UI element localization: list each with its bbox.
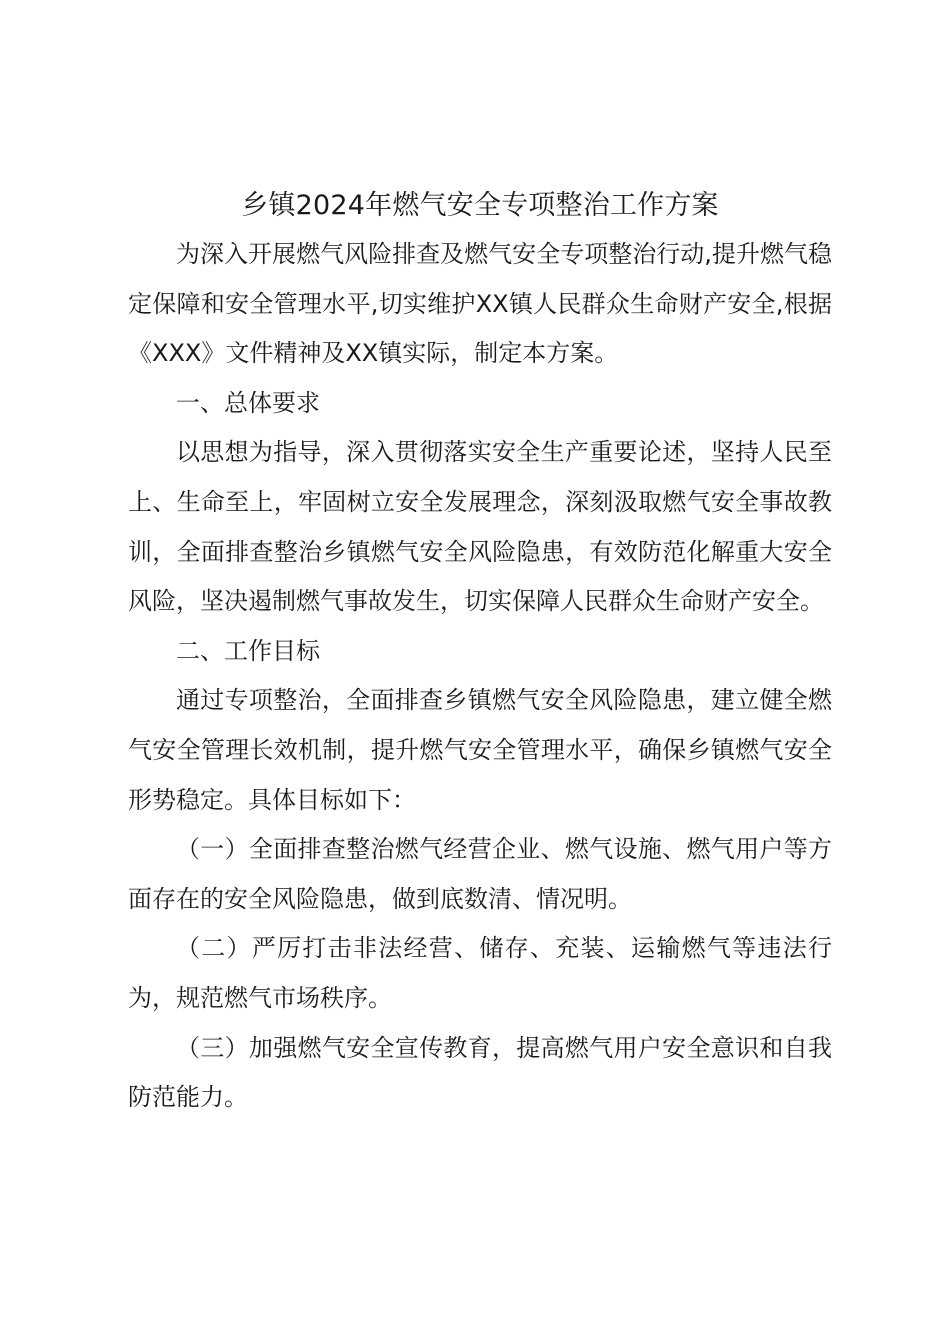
section-heading-general-requirements: 一、总体要求	[176, 388, 320, 417]
document-page	[128, 182, 832, 1123]
section-heading-work-goals: 二、工作目标	[176, 636, 320, 665]
goal-item-3: （三）加强燃气安全宣传教育，提高燃气用户安全意识和自我防范能力。	[128, 1033, 832, 1112]
document-title: 乡镇2024年燃气安全专项整治工作方案	[241, 190, 719, 221]
work-goals-paragraph: 通过专项整治，全面排查乡镇燃气安全风险隐患，建立健全燃气安全管理长效机制，提升燃气安全管理水平，确保乡镇燃气安全形势稳定。具体目标如下：	[128, 686, 832, 814]
intro-paragraph: 为深入开展燃气风险排查及燃气安全专项整治行动,提升燃气稳定保障和安全管理水平,切实维护XX镇人民群众生命财产安全,根据《XXX》文件精神及XX镇实际，制定本方案。	[128, 240, 832, 368]
general-requirements-paragraph: 以思想为指导，深入贯彻落实安全生产重要论述，坚持人民至上、生命至上，牢固树立安全发展理念，深刻汲取燃气安全事故教训，全面排查整治乡镇燃气安全风险隐患，有效防范化解重大安全风险，坚决遏制燃气事故发生，切实保障人民群众生命财产安全。	[128, 438, 832, 616]
goal-item-1: （一）全面排查整治燃气经营企业、燃气设施、燃气用户等方面存在的安全风险隐患，做到底数清、情况明。	[128, 835, 832, 913]
goal-item-2: （二）严厉打击非法经营、储存、充装、运输燃气等违法行为，规范燃气市场秩序。	[128, 934, 832, 1012]
